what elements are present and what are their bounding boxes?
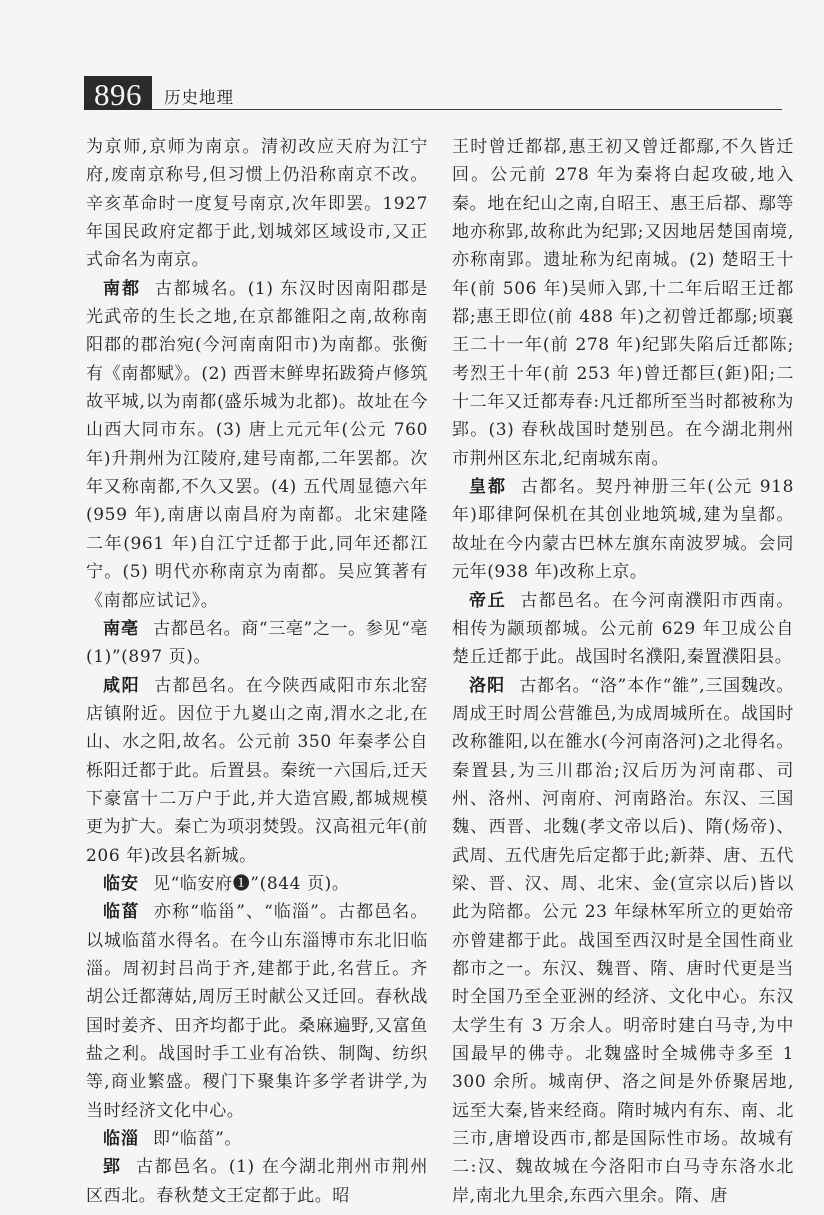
dictionary-entry (452, 587, 794, 672)
right-column (452, 133, 794, 1210)
dictionary-entry (452, 672, 794, 1211)
dictionary-entry (86, 615, 428, 672)
entry-headword: 南亳 (103, 618, 140, 639)
dictionary-entry (86, 672, 428, 870)
dictionary-entry (86, 870, 428, 898)
continuation-text: 为京师,京师为南京。清初改应天府为江宁府,废南京称号,但习惯上仍沿称南京不改。辛亥革命时一度复号南京,次年即罢。1927 年国民政府定都于此,划城郊区域设市,又正式命名为南京。 (86, 137, 428, 271)
entry-text: 古都城名。(1) 东汉时因南阳郡是光武帝的生长之地,在京都雒阳之南,故称南阳郡的郡治宛(今河南南阳市)为南都。张衡有《南都赋》。(2) 西晋末鲜卑拓跋猗卢修筑故平城,以为南都(盛乐城为北都)。故址在今山西大同市东。(3) 唐上元元年(公元 760 年)升荆州为江陵府,建号南都,二年罢都。次年又称南都,不久又罢。(4) 五代周显德六年(959 年),南唐以南昌府为南都。北宋建隆二年(961 年)自江宁迁都于此,同年还都江宁。(5) 明代亦称南京为南都。吴应箕著有《南都应试记》。 (86, 278, 429, 611)
section-title: 历史地理 (164, 88, 234, 107)
entry-text: 古都名。契丹神册三年(公元 918 年)耶律阿保机在其创业地筑城,建为皇都。故址在今内蒙古巴林左旗东南波罗城。会同元年(938 年)改称上京。 (452, 477, 795, 583)
dictionary-entry (86, 1125, 428, 1153)
dictionary-entry (86, 1153, 428, 1210)
entry-text: 古都邑名。商“三亳”之一。参见“亳(1)”(897 页)。 (86, 618, 429, 668)
entry-headword: 临菑 (103, 902, 141, 923)
dictionary-entry (452, 473, 794, 586)
entry-headword: 南都 (103, 278, 141, 299)
entry-headword: 帝丘 (469, 590, 507, 611)
continuation-text: 王时曾迁都鄀,惠王初又曾迁都鄢,不久皆迁回。公元前 278 年为秦将白起攻破,地入秦。地在纪山之南,自昭王、惠王后鄀、鄢等地亦称郢,故称此为纪郢;又因地居楚国南境,亦称南郢。遗址称为纪南城。(2) 楚昭王十年(前 506 年)吴师入郢,十二年后昭王迁都鄀;惠王即位(前 488 年)之初曾迁都鄢;顷襄王二十一年(前 278 年)纪郢失陷后迁都陈;考烈王十年(前 253 年)曾迁都巨(鉅)阳;二十二年又迁都寿春:凡迁都所至当时都被称为郢。(3) 春秋战国时楚别邑。在今湖北荆州市荆州区东北,纪南城东南。 (452, 137, 794, 469)
entry-headword: 郢 (103, 1157, 122, 1178)
page-header (84, 76, 782, 110)
entry-text: 古都邑名。在今陕西咸阳市东北窑店镇附近。因位于九嵏山之南,渭水之北,在山、水之阳,故名。公元前 350 年秦孝公自栎阳迁都于此。后置县。秦统一六国后,迁天下豪富十二万户于此,并大造宫殿,都城规模更为扩大。秦亡为项羽焚毁。汉高祖元年(前 206 年)改县名新城。 (86, 675, 428, 866)
entry-text: 古都邑名。在今河南濮阳市西南。相传为颛顼都城。公元前 629 年卫成公自楚丘迁都于此。战国时名濮阳,秦置濮阳县。 (452, 590, 794, 668)
dictionary-entry (86, 275, 428, 615)
entry-text: 亦称“临甾”、“临淄”。古都邑名。以城临菑水得名。在今山东淄博市东北旧临淄。周初封吕尚于齐,建都于此,名营丘。齐胡公迁都薄姑,周厉王时献公又迁回。春秋战国时姜齐、田齐均都于此。桑麻遍野,又富鱼盐之利。战国时手工业有冶铁、制陶、纺织等,商业繁盛。稷门下聚集许多学者讲学,为当时经济文化中心。 (86, 902, 429, 1121)
page-number: 896 (84, 76, 152, 110)
entry-headword: 临淄 (103, 1129, 139, 1150)
entry-text: 即“临菑”。 (153, 1129, 242, 1150)
dictionary-entry (86, 898, 428, 1125)
entry-headword: 皇都 (469, 477, 508, 498)
left-column (86, 133, 428, 1210)
entry-text: 古都名。“洛”本作“雒”,三国魏改。周成王时周公营雒邑,为成周城所在。战国时改称雒阳,以在雒水(今河南洛河)之北得名。秦置县,为三川郡治;汉后历为河南郡、司州、洛州、河南府、河南路治。东汉、三国魏、西晋、北魏(孝文帝以后)、隋(炀帝)、武周、五代唐先后定都于此;新莽、唐、五代梁、晋、汉、周、北宋、金(宣宗以后)皆以此为陪都。公元 23 年绿林军所立的更始帝亦曾建都于此。战国至西汉时是全国性商业都市之一。东汉、魏晋、隋、唐时代更是当时全国乃至全亚洲的经济、文化中心。东汉太学生有 3 万余人。明帝时建白马寺,为中国最早的佛寺。北魏盛时全城佛寺多至 1 300 余所。城南伊、洛之间是外侨聚居地,远至大秦,皆来经商。隋时城内有东、南、北三市,唐增设西市,都是国际性市场。故城有二:汉、魏故城在今洛阳市白马寺东洛水北岸,南北九里余,东西六里余。隋、唐 (452, 675, 795, 1206)
entry-headword: 咸阳 (103, 675, 141, 696)
entry-text: 见“临安府❶”(844 页)。 (153, 873, 350, 894)
entry-text: 古都邑名。(1) 在今湖北荆州市荆州区西北。春秋楚文王定都于此。昭 (86, 1157, 428, 1206)
entry-headword: 临安 (103, 873, 139, 894)
entry-headword: 洛阳 (469, 675, 506, 696)
